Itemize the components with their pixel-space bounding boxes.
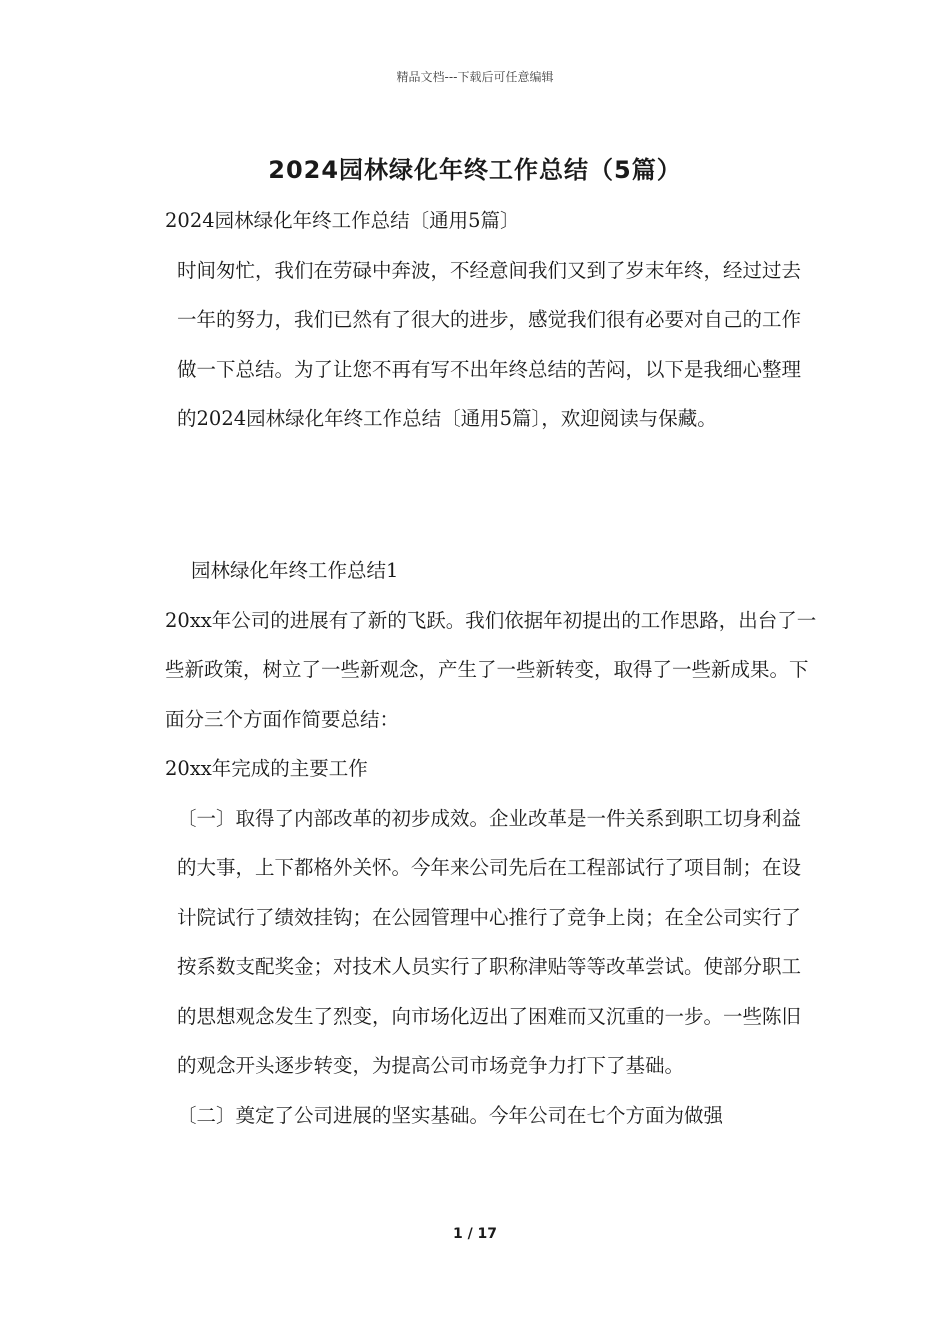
section-1-paragraph-1: 20xx年公司的进展有了新的飞跃。我们依据年初提出的工作思路，出台了一些新政策，树立了一些新观念，产生了一些新转变，取得了一些新成果。下面分三个方面作简要总结： xyxy=(165,608,817,731)
section-1-paragraph-3: 〔二〕奠定了公司进展的坚实基础。今年公司在七个方面为做强 xyxy=(177,1103,724,1127)
page-indicator: 1 / 17 xyxy=(452,1226,498,1242)
document-subtitle: 2024园林绿化年终工作总结〔通用5篇〕 xyxy=(165,209,520,232)
document-title: 2024园林绿化年终工作总结（5篇） xyxy=(268,156,682,184)
document-body xyxy=(145,196,820,444)
section-1 xyxy=(145,546,820,1140)
page-header: 精品文档---下载后可任意编辑 xyxy=(396,70,554,84)
section-1-paragraph-2: 〔一〕取得了内部改革的初步成效。企业改革是一件关系到职工切身利益的大事，上下都格外关怀。今年来公司先后在工程部试行了项目制；在设计院试行了绩效挂钩；在公园管理中心推行了竞争上岗；在全公司实行了按系数支配奖金；对技术人员实行了职称津贴等等改革尝试。使部分职工的思想观念发生了烈变，向市场化迈出了困难而又沉重的一步。一些陈旧的观念开头逐步转变，为提高公司市场竞争力打下了基础。 xyxy=(177,806,802,1077)
intro-paragraph: 时间匆忙，我们在劳碌中奔波，不经意间我们又到了岁末年终，经过过去一年的努力，我们已然有了很大的进步，感觉我们很有必要对自己的工作做一下总结。为了让您不再有写不出年终总结的苦闷，以下是我细心整理的2024园林绿化年终工作总结〔通用5篇〕，欢迎阅读与保藏。 xyxy=(177,258,802,430)
section-1-title: 园林绿化年终工作总结1 xyxy=(191,559,399,582)
section-1-heading: 20xx年完成的主要工作 xyxy=(165,757,368,780)
